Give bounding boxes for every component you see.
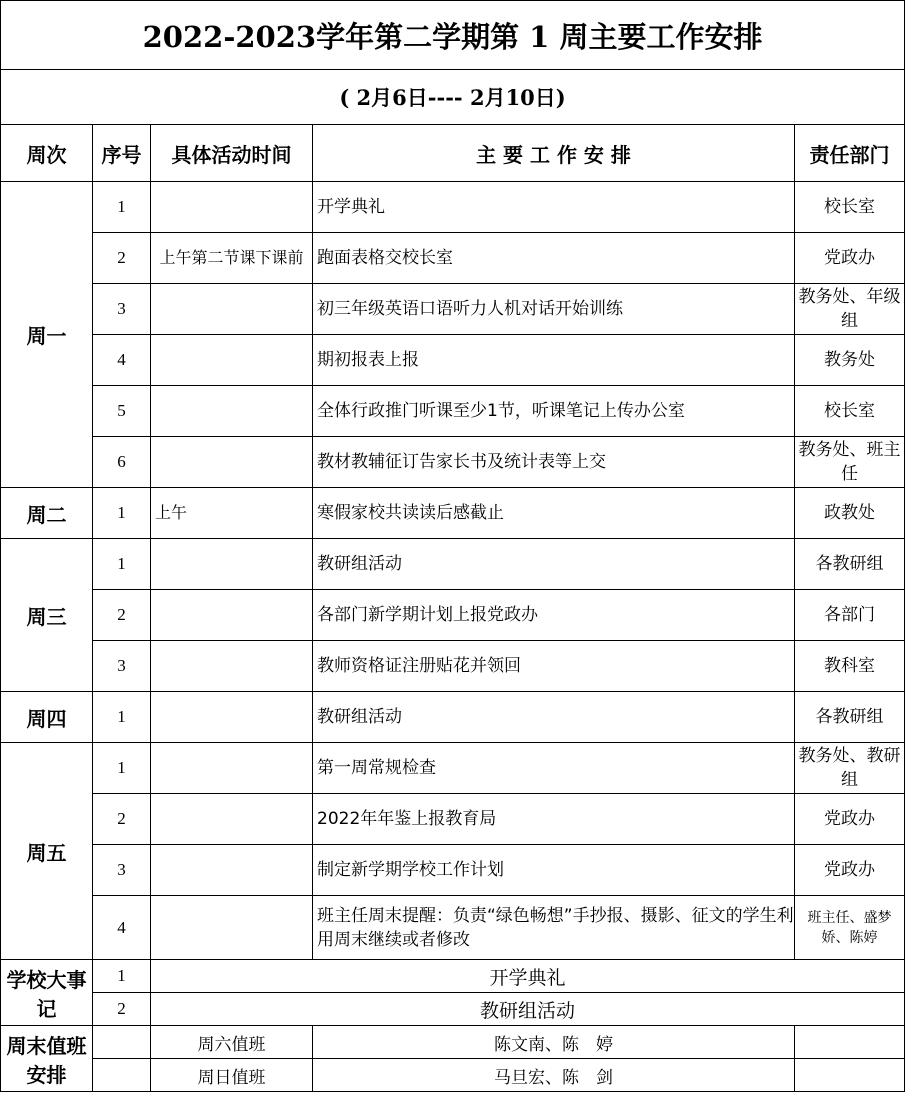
table-row [1,386,905,437]
header-row [1,125,905,182]
row-task: 全体行政推门听课至少1节，听课笔记上传办公室 [313,386,795,437]
row-task: 班主任周末提醒：负责“绿色畅想”手抄报、摄影、征文的学生利用周末继续或者修改 [313,896,795,960]
row-seq: 4 [93,335,151,386]
week-label-friday: 周五 [1,743,93,960]
row-dept: 教务处、年级组 [795,284,905,335]
row-seq: 3 [93,641,151,692]
header-dept: 责任部门 [795,125,905,182]
row-seq: 1 [93,743,151,794]
row-task: 跑面表格交校长室 [313,233,795,284]
header-task: 主 要 工 作 安 排 [313,125,795,182]
row-dept: 党政办 [795,845,905,896]
table-row [1,692,905,743]
table-row [1,590,905,641]
table-row [1,641,905,692]
row-dept: 班主任、盛梦娇、陈婷 [795,896,905,960]
event-text: 教研组活动 [151,993,905,1026]
duty-staff: 陈文南、陈 婷 [313,1026,795,1059]
duty-row [1,1059,905,1092]
duty-empty-dept [795,1059,905,1092]
row-dept: 校长室 [795,386,905,437]
table-row [1,437,905,488]
page-title: 2022-2023学年第二学期第 1 周主要工作安排 [1,1,905,70]
duty-empty-seq [93,1026,151,1059]
row-time [151,182,313,233]
row-dept: 教科室 [795,641,905,692]
duty-empty-dept [795,1026,905,1059]
row-time [151,386,313,437]
row-task: 教研组活动 [313,539,795,590]
row-task: 教师资格证注册贴花并领回 [313,641,795,692]
event-row [1,993,905,1026]
row-task: 初三年级英语口语听力人机对话开始训练 [313,284,795,335]
row-task: 各部门新学期计划上报党政办 [313,590,795,641]
row-task: 2022年年鉴上报教育局 [313,794,795,845]
row-seq: 1 [93,692,151,743]
row-time [151,437,313,488]
row-dept: 教务处 [795,335,905,386]
table-row [1,743,905,794]
event-seq: 2 [93,993,151,1026]
row-time [151,539,313,590]
event-seq: 1 [93,960,151,993]
table-row [1,182,905,233]
event-text: 开学典礼 [151,960,905,993]
row-task: 教材教辅征订告家长书及统计表等上交 [313,437,795,488]
row-seq: 2 [93,233,151,284]
row-seq: 2 [93,590,151,641]
row-dept: 教务处、教研组 [795,743,905,794]
table-row [1,488,905,539]
table-row [1,539,905,590]
row-time: 上午第二节课下课前 [151,233,313,284]
row-time [151,692,313,743]
week-label-thursday: 周四 [1,692,93,743]
header-time: 具体活动时间 [151,125,313,182]
duty-empty-seq [93,1059,151,1092]
week-label-tuesday: 周二 [1,488,93,539]
row-task: 开学典礼 [313,182,795,233]
row-task: 教研组活动 [313,692,795,743]
table-row [1,794,905,845]
row-seq: 1 [93,539,151,590]
duty-staff: 马旦宏、陈 剑 [313,1059,795,1092]
row-seq: 3 [93,284,151,335]
row-time [151,641,313,692]
row-seq: 1 [93,488,151,539]
row-time [151,743,313,794]
row-dept: 教务处、班主任 [795,437,905,488]
row-time: 上午 [151,488,313,539]
row-dept: 党政办 [795,794,905,845]
duty-day: 周六值班 [151,1026,313,1059]
row-dept: 各教研组 [795,692,905,743]
weekend-label: 周末值班安排 [1,1026,93,1092]
events-label: 学校大事记 [1,960,93,1026]
header-seq: 序号 [93,125,151,182]
table-row [1,335,905,386]
header-week: 周次 [1,125,93,182]
row-seq: 5 [93,386,151,437]
row-seq: 1 [93,182,151,233]
row-time [151,896,313,960]
row-seq: 3 [93,845,151,896]
row-dept: 党政办 [795,233,905,284]
row-seq: 6 [93,437,151,488]
table-row [1,233,905,284]
row-time [151,284,313,335]
date-range: ( 2月6日---- 2月10日) [1,70,905,125]
row-time [151,794,313,845]
table-row [1,284,905,335]
row-task: 寒假家校共读读后感截止 [313,488,795,539]
row-dept: 各部门 [795,590,905,641]
week-label-monday: 周一 [1,182,93,488]
row-dept: 校长室 [795,182,905,233]
row-time [151,335,313,386]
row-task: 期初报表上报 [313,335,795,386]
week-label-wednesday: 周三 [1,539,93,692]
duty-day: 周日值班 [151,1059,313,1092]
row-seq: 4 [93,896,151,960]
table-row [1,845,905,896]
row-task: 第一周常规检查 [313,743,795,794]
row-time [151,590,313,641]
row-dept: 政教处 [795,488,905,539]
event-row [1,960,905,993]
duty-row [1,1026,905,1059]
row-seq: 2 [93,794,151,845]
table-row [1,896,905,960]
row-dept: 各教研组 [795,539,905,590]
row-time [151,845,313,896]
row-task: 制定新学期学校工作计划 [313,845,795,896]
